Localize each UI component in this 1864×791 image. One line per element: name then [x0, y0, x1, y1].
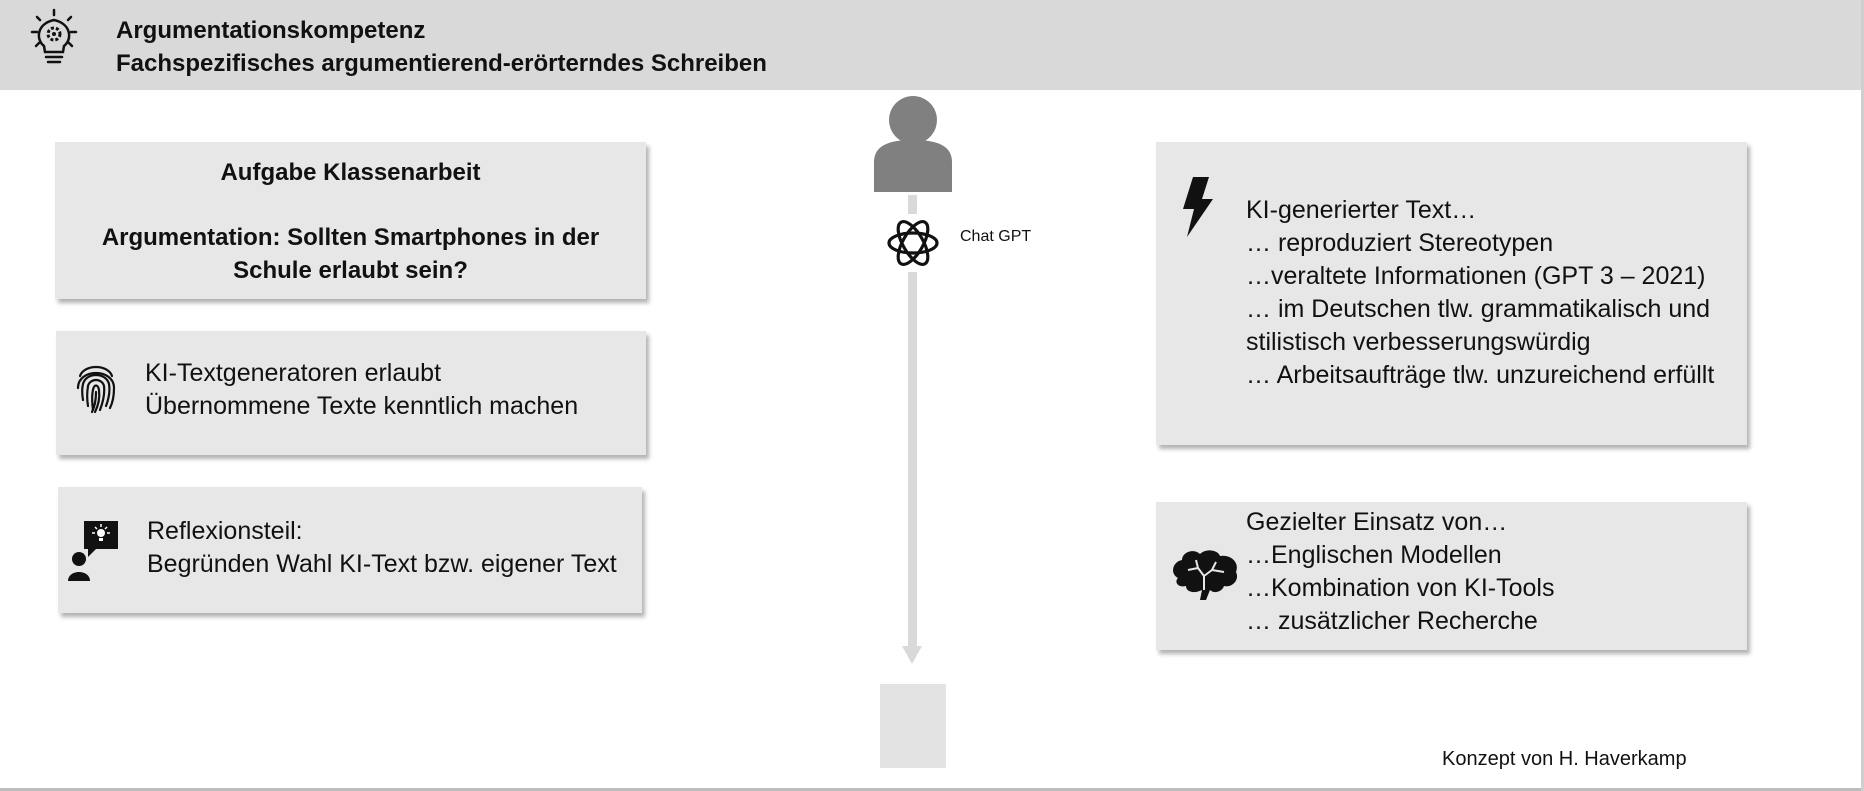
document-icon [880, 684, 946, 768]
reflection-line-2: Begründen Wahl KI-Text bzw. eigener Text [147, 550, 617, 578]
task-box [55, 142, 646, 299]
title-line-1: Argumentationskompetenz [116, 17, 426, 44]
rules-text [145, 357, 578, 423]
findings-line: KI-generierter Text… [1246, 196, 1477, 224]
usage-line: … zusätzlicher Recherche [1246, 607, 1538, 635]
lightbulb-gear-icon [26, 8, 82, 68]
usage-line: …Kombination von KI-Tools [1246, 574, 1555, 602]
person-icon [874, 96, 952, 192]
flow-arrowhead [902, 646, 922, 664]
task-title: Aufgabe Klassenarbeit [220, 159, 481, 186]
usage-line: …Englischen Modellen [1246, 541, 1502, 569]
findings-line: …veraltete Informationen (GPT 3 – 2021) [1246, 262, 1706, 290]
findings-line: stilistisch verbesserungswürdig [1246, 328, 1591, 356]
usage-line: Gezielter Einsatz von… [1246, 508, 1508, 536]
rules-line-1: KI-Textgeneratoren erlaubt [145, 359, 442, 387]
credit-text: Konzept von H. Haverkamp [1442, 748, 1687, 770]
reflection-box [58, 487, 642, 613]
page-title [116, 14, 767, 80]
rules-box [56, 331, 646, 455]
usage-text [1246, 506, 1554, 638]
reflection-text [147, 515, 617, 581]
findings-line: … Arbeitsaufträge tlw. unzureichend erfüllt [1246, 361, 1715, 389]
fingerprint-icon [74, 358, 118, 414]
lightning-icon [1183, 177, 1213, 237]
reflection-line-1: Reflexionsteil: [147, 517, 303, 545]
person-idea-icon [68, 521, 122, 581]
header-bar [0, 0, 1864, 90]
title-line-2: Fachspezifisches argumentierend-erörterndes Schreiben [116, 50, 767, 77]
findings-text [1246, 194, 1714, 392]
findings-box [1156, 142, 1747, 445]
chatgpt-label: Chat GPT [960, 228, 1032, 245]
findings-line: … im Deutschen tlw. grammatikalisch und [1246, 295, 1711, 323]
brain-icon [1170, 548, 1240, 600]
usage-box [1156, 502, 1747, 650]
task-question: Argumentation: Sollten Smartphones in der Schule erlaubt sein? [101, 224, 600, 284]
rules-line-2: Übernommene Texte kenntlich machen [145, 392, 579, 420]
openai-logo-icon [884, 214, 942, 272]
findings-line: … reproduziert Stereotypen [1246, 229, 1554, 257]
